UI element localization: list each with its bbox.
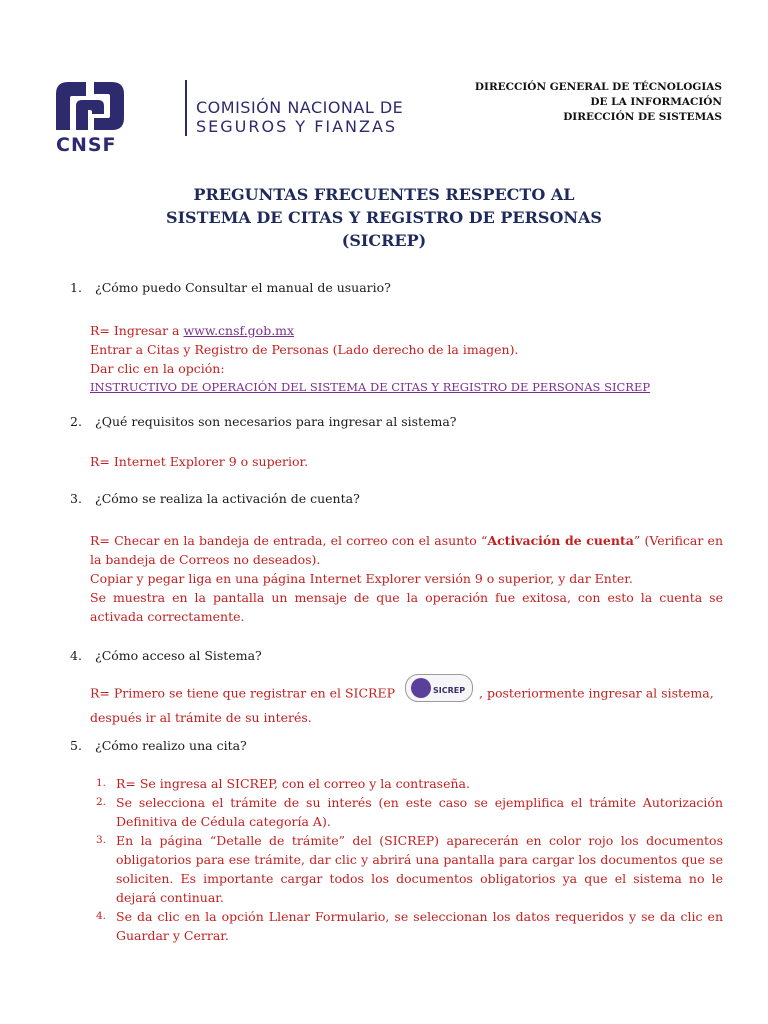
users-icon xyxy=(411,678,431,698)
step-number: 1. xyxy=(96,777,107,789)
org-name xyxy=(196,98,403,136)
answer-4 xyxy=(90,680,723,727)
answer-text: Entrar a Citas y Registro de Personas (Lado derecho de la imagen). xyxy=(90,342,519,357)
document-title xyxy=(0,183,768,252)
answer-text: después ir al trámite de su interés. xyxy=(90,710,312,725)
question-4 xyxy=(70,648,262,663)
answer-text: ” (Verificar en la bandeja de Correos no deseados). xyxy=(90,533,723,567)
question-text: ¿Cómo se realiza la activación de cuenta? xyxy=(95,491,360,506)
answer-text: , posteriormente ingresar al sistema, xyxy=(479,685,714,701)
question-text: ¿Qué requisitos son necesarios para ingresar al sistema? xyxy=(95,414,457,429)
question-number: 5. xyxy=(70,738,82,753)
step-text: En la página “Detalle de trámite” del (SICREP) aparecerán en color rojo los documentos obligatorios para ese trámite, dar clic y abrirá una pantalla para cargar los documentos que se soliciten. Es importante cargar todos los documentos obligatorios ya que el sistema no le dejará continuar. xyxy=(116,833,723,905)
question-1 xyxy=(70,280,391,295)
cnsf-emblem-icon xyxy=(52,78,128,134)
answer-text: R= Ingresar a xyxy=(90,323,184,338)
list-item xyxy=(96,793,723,831)
step-number: 4. xyxy=(96,910,107,922)
steps-list xyxy=(96,774,723,945)
answer-emphasis: Activación de cuenta xyxy=(487,533,634,548)
answer-2 xyxy=(90,452,723,471)
answer-3 xyxy=(90,531,723,626)
org-acronym: CNSF xyxy=(56,134,117,156)
list-item xyxy=(96,831,723,907)
cnsf-website-link[interactable]: www.cnsf.gob.mx xyxy=(183,323,295,338)
title-line1: PREGUNTAS FRECUENTES RESPECTO AL xyxy=(193,185,575,204)
step-number: 3. xyxy=(96,834,107,846)
answer-text: R= Checar en la bandeja de entrada, el correo con el asunto “ xyxy=(90,533,488,548)
title-line2: SISTEMA DE CITAS Y REGISTRO DE PERSONAS xyxy=(166,208,602,227)
dept-line1: DIRECCIÓN GENERAL DE TÉCNOLOGIAS xyxy=(474,81,722,93)
dept-line2: DE LA INFORMACIÓN xyxy=(590,96,722,108)
sicrep-button-label: SICREP xyxy=(433,686,466,695)
list-item xyxy=(96,774,723,793)
list-item xyxy=(96,907,723,945)
org-name-line2: SEGUROS Y FIANZAS xyxy=(196,117,398,136)
question-3 xyxy=(70,491,360,506)
question-number: 2. xyxy=(70,414,82,429)
sicrep-button[interactable] xyxy=(405,674,473,702)
question-number: 3. xyxy=(70,491,82,506)
question-5 xyxy=(70,738,247,753)
question-number: 4. xyxy=(70,648,82,663)
answer-text: R= Primero se tiene que registrar en el SICREP xyxy=(90,685,396,701)
dept-line3: DIRECCIÓN DE SISTEMAS xyxy=(563,111,722,123)
org-name-line1: COMISIÓN NACIONAL DE xyxy=(196,98,404,117)
answer-text: Dar clic en la opción: xyxy=(90,361,225,376)
question-2 xyxy=(70,414,456,429)
step-text: Se da clic en la opción Llenar Formulario, se seleccionan los datos requeridos y se da clic en Guardar y Cerrar. xyxy=(116,909,723,943)
question-text: ¿Cómo realizo una cita? xyxy=(95,738,247,753)
logo-divider xyxy=(185,80,187,136)
department-header xyxy=(475,80,722,125)
instructivo-link[interactable]: INSTRUCTIVO DE OPERACIÓN DEL SISTEMA DE CITAS Y REGISTRO DE PERSONAS SICREP xyxy=(90,380,651,394)
answer-text: Se muestra en la pantalla un mensaje de que la operación fue exitosa, con esto la cuenta se activada correctamente. xyxy=(90,590,723,624)
answer-1 xyxy=(90,321,723,397)
question-text: ¿Cómo acceso al Sistema? xyxy=(95,648,262,663)
step-text: R= Se ingresa al SICREP, con el correo y la contraseña. xyxy=(116,776,470,791)
question-number: 1. xyxy=(70,280,82,295)
cnsf-logo xyxy=(52,78,404,158)
step-number: 2. xyxy=(96,796,107,808)
question-text: ¿Cómo puedo Consultar el manual de usuario? xyxy=(95,280,391,295)
title-line3: (SICREP) xyxy=(341,231,427,250)
answer-text: Copiar y pegar liga en una página Internet Explorer versión 9 o superior, y dar Enter. xyxy=(90,571,633,586)
answer-text: R= Internet Explorer 9 o superior. xyxy=(90,454,309,469)
step-text: Se selecciona el trámite de su interés (en este caso se ejemplifica el trámite Autorización Definitiva de Cédula categoría A). xyxy=(116,795,723,829)
